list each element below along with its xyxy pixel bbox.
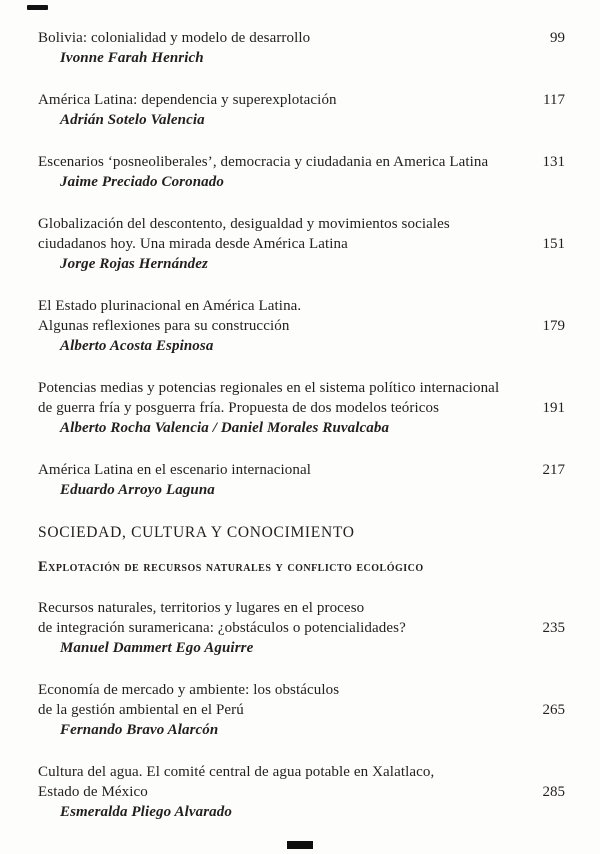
entry-title-line bbox=[38, 700, 565, 720]
entry-author: Alberto Rocha Valencia / Daniel Morales Ruvalcaba bbox=[60, 420, 390, 436]
entry-title: de integración suramericana: ¿obstáculos o potencialidades? bbox=[38, 620, 406, 636]
entry-title: Estado de México bbox=[38, 784, 148, 800]
entry-author: Esmeralda Pliego Alvarado bbox=[60, 804, 232, 820]
entry-author: Alberto Acosta Espinosa bbox=[60, 338, 214, 354]
entry-title-line bbox=[38, 90, 565, 110]
toc-entry bbox=[38, 680, 565, 740]
entry-title-line bbox=[38, 782, 565, 802]
entry-title-line bbox=[38, 152, 565, 172]
entry-title: de guerra fría y posguerra fría. Propuesta de dos modelos teóricos bbox=[38, 400, 440, 416]
toc-entry bbox=[38, 28, 565, 68]
entry-author: Eduardo Arroyo Laguna bbox=[60, 482, 215, 498]
entry-title-line bbox=[38, 460, 565, 480]
entry-title: Cultura del agua. El comité central de agua potable en Xalatlaco, bbox=[38, 764, 435, 780]
entry-title: Recursos naturales, territorios y lugares en el proceso bbox=[38, 600, 365, 616]
entry-author: Adrián Sotelo Valencia bbox=[60, 112, 205, 128]
entry-title-line bbox=[38, 398, 565, 418]
entry-title: Bolivia: colonialidad y modelo de desarrollo bbox=[38, 30, 311, 46]
entry-page-number: 151 bbox=[542, 236, 565, 252]
toc-entry bbox=[38, 378, 565, 438]
entry-title: Escenarios ‘posneoliberales’, democracia y ciudadania en America Latina bbox=[38, 154, 489, 170]
entry-page-number: 99 bbox=[550, 30, 565, 46]
entry-title: América Latina: dependencia y superexplotación bbox=[38, 92, 337, 108]
toc-entry bbox=[38, 152, 565, 192]
entry-title-line bbox=[38, 214, 565, 234]
entry-title-line bbox=[38, 618, 565, 638]
toc-entry bbox=[38, 296, 565, 356]
entry-page-number: 285 bbox=[542, 784, 565, 800]
entry-title: ciudadanos hoy. Una mirada desde América Latina bbox=[38, 236, 348, 252]
entry-title-line bbox=[38, 762, 565, 782]
entry-page-number: 131 bbox=[542, 154, 565, 170]
toc-list-part1 bbox=[38, 28, 565, 500]
scan-artifact-top bbox=[27, 5, 48, 10]
toc-entry bbox=[38, 460, 565, 500]
entry-author: Jaime Preciado Coronado bbox=[60, 174, 224, 190]
entry-author: Ivonne Farah Henrich bbox=[60, 50, 204, 66]
entry-page-number: 179 bbox=[542, 318, 565, 334]
toc-entry bbox=[38, 214, 565, 274]
entry-title-line bbox=[38, 598, 565, 618]
entry-author: Manuel Dammert Ego Aguirre bbox=[60, 640, 254, 656]
toc-list-part2 bbox=[38, 598, 565, 822]
entry-title: Economía de mercado y ambiente: los obstáculos bbox=[38, 682, 340, 698]
entry-title-line bbox=[38, 234, 565, 254]
entry-title-line bbox=[38, 28, 565, 48]
entry-page-number: 117 bbox=[543, 92, 565, 108]
toc-entry bbox=[38, 598, 565, 658]
scan-artifact-bottom bbox=[287, 841, 313, 849]
entry-title-line bbox=[38, 378, 565, 398]
subsection-heading: Explotación de recursos naturales y conflicto ecológico bbox=[38, 559, 424, 575]
entry-title: Potencias medias y potencias regionales en el sistema político internacional bbox=[38, 380, 500, 396]
entry-title: Globalización del descontento, desigualdad y movimientos sociales bbox=[38, 216, 450, 232]
section-heading: SOCIEDAD, CULTURA Y CONOCIMIENTO bbox=[38, 524, 355, 541]
entry-page-number: 217 bbox=[542, 462, 565, 478]
entry-page-number: 265 bbox=[542, 702, 565, 718]
entry-title-line bbox=[38, 296, 565, 316]
entry-title-line bbox=[38, 316, 565, 336]
entry-author: Fernando Bravo Alarcón bbox=[60, 722, 219, 738]
entry-title: Algunas reflexiones para su construcción bbox=[38, 318, 290, 334]
entry-title-line bbox=[38, 680, 565, 700]
entry-title: El Estado plurinacional en América Latina. bbox=[38, 298, 302, 314]
entry-page-number: 191 bbox=[542, 400, 565, 416]
entry-title: de la gestión ambiental en el Perú bbox=[38, 702, 244, 718]
entry-title: América Latina en el escenario internacional bbox=[38, 462, 312, 478]
entry-page-number: 235 bbox=[542, 620, 565, 636]
toc-entry bbox=[38, 762, 565, 822]
toc-entry bbox=[38, 90, 565, 130]
entry-author: Jorge Rojas Hernández bbox=[60, 256, 208, 272]
